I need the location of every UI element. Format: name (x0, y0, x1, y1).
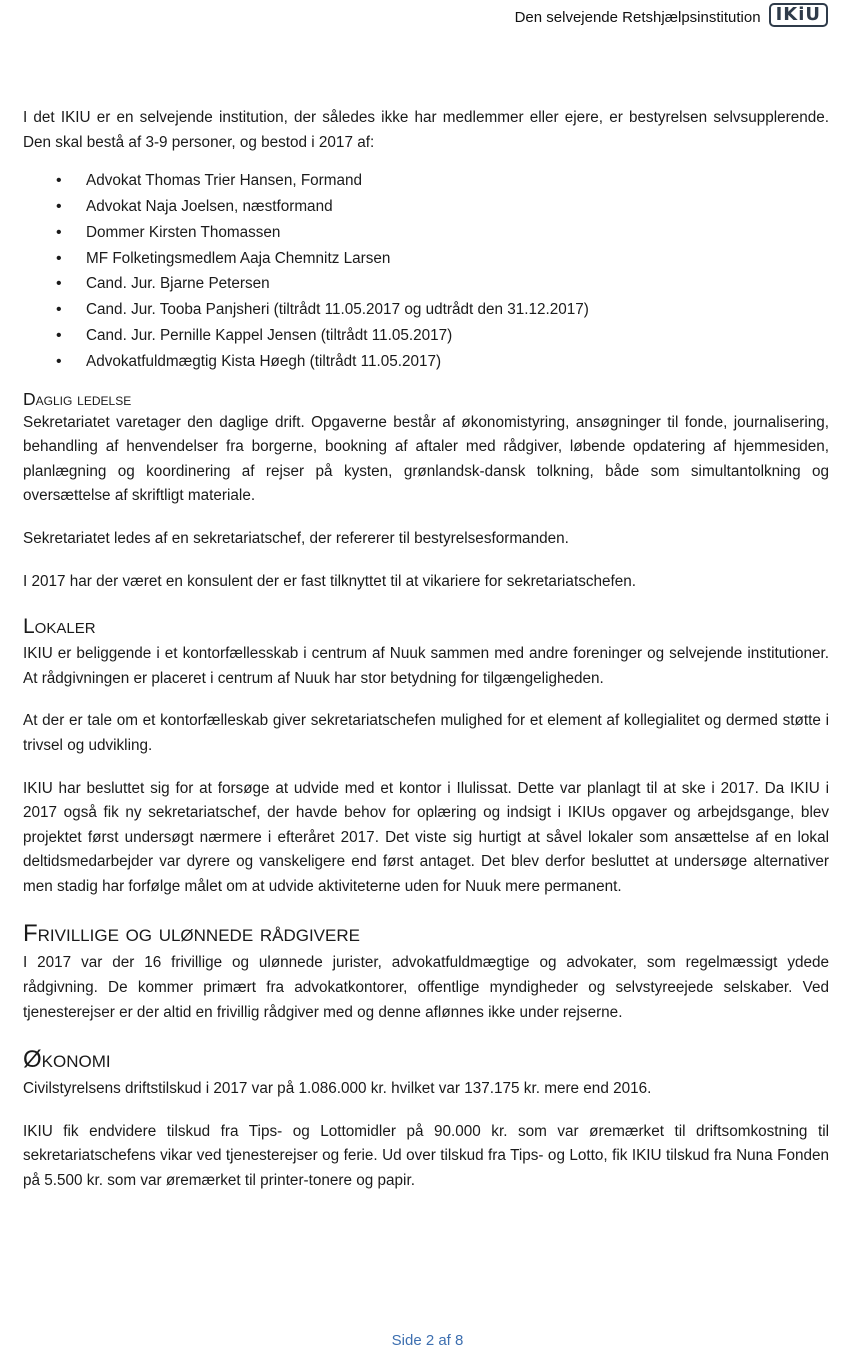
heading-lokaler: Lokaler (23, 615, 96, 639)
list-item: • Dommer Kirsten Thomassen (23, 220, 829, 246)
daglig-paragraph-1: Sekretariatet varetager den daglige drift. Opgaverne består af økonomistyring, ansøgninger til fonde, journalisering, behandling af henvendelser fra borgerne, bookning af aftaler med rådgiver, løbende opdatering af hjemmesiden, planlægning og koordinering af rejser på kysten, grønlandsk-dansk tolkning, både som simultantolkning og oversættelse af skriftligt materiale. (23, 413, 829, 505)
daglig-paragraph-2: Sekretariatet ledes af en sekretariatschef, der refererer til bestyrelsesformanden. (23, 529, 569, 547)
board-members-list (23, 168, 829, 374)
lokaler-paragraph-1: IKIU er beliggende i et kontorfællesskab i centrum af Nuuk sammen med andre foreninger og selvejende institutioner. At rådgivningen er placeret i centrum af Nuuk har stor betydning for tilgængeligheden. (23, 645, 829, 687)
daglig-paragraph-3: I 2017 har der været en konsulent der er fast tilknyttet til at vikariere for sekretariatschefen. (23, 572, 637, 590)
list-item: • Cand. Jur. Bjarne Petersen (23, 271, 829, 297)
page-number: Side 2 af 8 (391, 1332, 464, 1349)
list-item: • Advokat Thomas Trier Hansen, Formand (23, 168, 829, 194)
list-item: • Cand. Jur. Pernille Kappel Jensen (tiltrådt 11.05.2017) (23, 323, 829, 349)
intro-paragraph: I det IKIU er en selvejende institution, der således ikke har medlemmer eller ejere, er bestyrelsen selvsupplerende. Den skal bestå af 3-9 personer, og bestod i 2017 af: (23, 109, 829, 151)
frivillige-paragraph-1: I 2017 var der 16 frivillige og ulønnede jurister, advokatfuldmægtige og advokater, som regelmæssigt ydede rådgivning. De kommer primært fra advokatkontorer, offentlige myndigheder og selvstyreejede selskaber. Ved tjenesterejser er der altid en frivillig rådgiver med og denne aflønnes ikke under rejserne. (23, 954, 829, 1021)
page-header (515, 0, 828, 30)
okonomi-paragraph-1: Civilstyrelsens driftstilskud i 2017 var på 1.086.000 kr. hvilket var 137.175 kr. mere end 2016. (23, 1080, 652, 1098)
list-item: • Cand. Jur. Tooba Panjsheri (tiltrådt 11.05.2017 og udtrådt den 31.12.2017) (23, 297, 829, 323)
heading-frivillige: Frivillige og ulønnede rådgivere (23, 920, 360, 948)
lokaler-paragraph-3: IKIU har besluttet sig for at forsøge at udvide med et kontor i Ilulissat. Dette var planlagt til at ske i 2017. Da IKIU i 2017 også fik ny sekretariatschef, der havde behov for oplæring og indsigt i IKIUs opgaver og arbejdsgange, blev projektet først undersøgt nærmere i efteråret 2017. Det viste sig hurtigt at såvel lokaler som ansættelse af en lokal deltidsmedarbejder var dyrere og vanskeligere end først antaget. Det blev derfor besluttet at undersøge alternativer men stadig har forfølge målet om at udvide aktiviteterne uden for Nuuk mere permanent. (23, 779, 829, 895)
okonomi-paragraph-2: IKIU fik endvidere tilskud fra Tips- og Lottomidler på 90.000 kr. som var øremærket til driftsomkostning til sekretariatschefens vikar ved tjenesterejser og ferie. Ud over tilskud fra Tips- og Lotto, fik IKIU tilskud fra Nuna Fonden på 5.500 kr. som var øremærket til printer-tonere og papir. (23, 1122, 829, 1190)
ikiu-logo: IKiU (769, 3, 828, 27)
lokaler-paragraph-2: At der er tale om et kontorfælleskab giver sekretariatschefen mulighed for et element af kollegialitet og dermed støtte i trivsel og udvikling. (23, 712, 829, 754)
institution-name: Den selvejende Retshjælpsinstitution (514, 8, 761, 26)
list-item: • MF Folketingsmedlem Aaja Chemnitz Larsen (23, 246, 829, 272)
heading-daglig-ledelse: Daglig ledelse (23, 388, 132, 409)
heading-okonomi: Økonomi (23, 1046, 111, 1074)
list-item: • Advokatfuldmægtig Kista Høegh (tiltrådt 11.05.2017) (23, 349, 829, 375)
list-item: • Advokat Naja Joelsen, næstformand (23, 194, 829, 220)
document-body (23, 106, 829, 1212)
